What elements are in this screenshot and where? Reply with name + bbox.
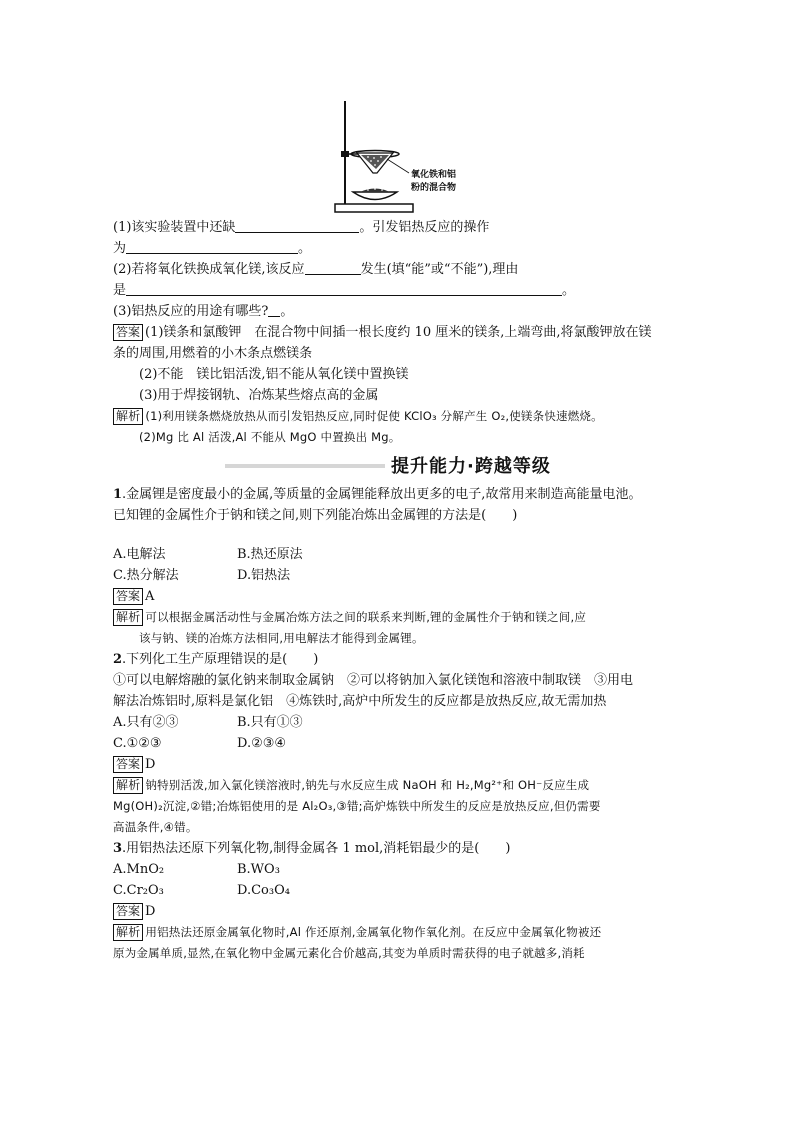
sand-basin [353,192,397,200]
analysis-tag: 解析 [113,609,143,626]
q1-options-row1 [113,544,685,565]
apparatus-diagram [113,95,685,217]
q3-analysis-cont [113,943,685,964]
text: 。 [280,304,294,319]
text: ①可以电解熔融的氯化钠来制取金属钠 ②可以将钠加入氯化镁饱和溶液中制取镁 ③用电 [113,673,634,688]
q2-options-row1 [113,712,685,733]
text: 用铝热法还原金属氧化物时,Al 作还原剂,金属氧化物作氧化剂。在反应中金属氧化物被还 [145,925,602,939]
answer-tag: 答案 [113,324,143,341]
document-page [113,95,685,964]
text: .用铝热法还原下列氧化物,制得金属各 1 mol,消耗铝最少的是( ) [122,841,511,856]
q1-analysis [113,607,685,628]
q-prev-part3 [113,301,685,322]
q3-option-c[interactable]: C.Cr₂O₃ [113,883,164,898]
q2-analysis-cont [113,796,685,817]
text: .金属锂是密度最小的金属,等质量的金属锂能释放出更多的电子,故常用来制造高能量电池。 [122,487,642,502]
figure-label-line1: 氧化铁和铝 [411,170,457,180]
q3-analysis [113,922,685,943]
q-prev-part2-cont [113,280,685,301]
q2-options-row2 [113,733,685,754]
text: 为 [113,241,127,256]
text: 钠特别活泼,加入氯化镁溶液时,钠先与水反应生成 NaOH 和 H₂,Mg²⁺和 OH⁻反应生成 [145,778,590,792]
q3-answer [113,901,685,922]
analysis-tag: 解析 [113,777,143,794]
figure-label-line2: 粉的混合物 [411,183,457,193]
q1-option-d[interactable]: D.铝热法 [237,568,291,583]
q2-option-d[interactable]: D.②③④ [237,736,287,751]
q2-analysis [113,775,685,796]
section-title: 提升能力·跨越等级 [391,456,551,477]
text: (2)不能 镁比铝活泼,铝不能从氧化镁中置换镁 [139,367,409,382]
text: 原为金属单质,显然,在氧化物中金属元素化合价越高,其变为单质时需获得的电子就越多,消耗 [113,946,585,960]
thermite-apparatus-figure [113,95,685,217]
text: Mg(OH)₂沉淀,②错;冶炼铝使用的是 Al₂O₃,③错;高炉炼铁中所发生的反应是放热反应,但仍需要 [113,799,601,813]
text: (1)镁条和氯酸钾 在混合物中间插一根长度约 10 厘米的镁条,上端弯曲,将氯酸钾放在镁 [145,325,652,340]
section-header [113,450,685,484]
text: 。引发铝热反应的操作 [359,220,490,235]
text: 高温条件,④错。 [113,820,198,834]
text: (3)用于焊接钢轨、冶炼某些熔点高的金属 [139,388,379,403]
text: 发生(填“能”或“不能”),理由 [360,262,519,277]
text: (1)利用镁条燃烧放热从而引发铝热反应,同时促使 KClO₃ 分解产生 O₂,使镁条快速燃烧。 [145,409,603,423]
answer-tag: 答案 [113,588,143,605]
q1-stem [113,484,685,505]
text: 。 [562,283,576,298]
q3-option-a[interactable]: A.MnO₂ [113,862,165,877]
answer-blank [126,239,298,254]
q-prev-answer-3 [113,385,685,406]
analysis-tag: 解析 [113,408,143,425]
text: (1)该实验装置中还缺 [113,220,236,235]
answer-tag: 答案 [113,903,143,920]
text: 已知锂的金属性介于钠和镁之间,则下列能冶炼出金属锂的方法是( ) [113,508,518,523]
q3-option-d[interactable]: D.Co₃O₄ [237,883,290,898]
question-number: 1 [113,487,123,502]
clamp [341,151,349,157]
q-prev-answer-cont [113,343,685,364]
q1-option-c[interactable]: C.热分解法 [113,568,179,583]
q3-options-row2 [113,880,685,901]
text: 。 [298,241,312,256]
q3-option-b[interactable]: B.WO₃ [237,862,280,877]
answer-blank [126,281,562,296]
answer-blank [305,260,361,275]
text: 可以根据金属活动性与金属冶炼方法之间的联系来判断,锂的金属性介于钠和镁之间,应 [145,610,587,624]
q1-options-row2 [113,565,685,586]
text: (2)Mg 比 Al 活泼,Al 不能从 MgO 中置换出 Mg。 [139,430,401,444]
q2-analysis-cont2 [113,817,685,838]
q1-answer [113,586,685,607]
q1-stem-cont [113,505,685,526]
text: .下列化工生产原理错误的是( ) [122,652,319,667]
section-bar [225,464,385,468]
q2-option-b[interactable]: B.只有①③ [237,715,303,730]
q-prev-answer [113,322,685,343]
q-prev-part1-cont [113,238,685,259]
question-number: 3 [113,841,123,856]
q2-stem [113,649,685,670]
answer-value: D [145,757,156,772]
q3-stem [113,838,685,859]
question-number: 2 [113,652,123,667]
text: 该与钠、镁的冶炼方法相同,用电解法才能得到金属锂。 [139,631,424,645]
analysis-tag: 解析 [113,924,143,941]
text: 是 [113,283,127,298]
answer-blank [235,218,359,233]
q2-option-c[interactable]: C.①②③ [113,736,162,751]
q2-option-a[interactable]: A.只有②③ [113,715,179,730]
q2-answer [113,754,685,775]
text: (3)铝热反应的用途有哪些? [113,304,269,319]
q-prev-part2 [113,259,685,280]
q-prev-part1 [113,217,685,238]
q1-option-b[interactable]: B.热还原法 [237,547,303,562]
answer-value: D [145,904,156,919]
q-prev-answer-2 [113,364,685,385]
q1-option-a[interactable]: A.电解法 [113,547,166,562]
q1-analysis-cont [113,628,685,649]
q3-options-row1 [113,859,685,880]
q2-items [113,670,685,691]
answer-value: A [145,589,155,604]
q2-items-cont [113,691,685,712]
answer-blank [268,302,280,317]
text: (2)若将氧化铁换成氧化镁,该反应 [113,262,305,277]
stand-base [335,204,413,212]
answer-tag: 答案 [113,756,143,773]
text: 条的周围,用燃着的小木条点燃镁条 [113,346,313,361]
text: 解法冶炼铝时,原料是氯化铝 ④炼铁时,高炉中所发生的反应都是放热反应,故无需加热 [113,694,607,709]
q-prev-analysis-2 [113,427,685,448]
q-prev-analysis [113,406,685,427]
label-pointer [387,159,409,173]
